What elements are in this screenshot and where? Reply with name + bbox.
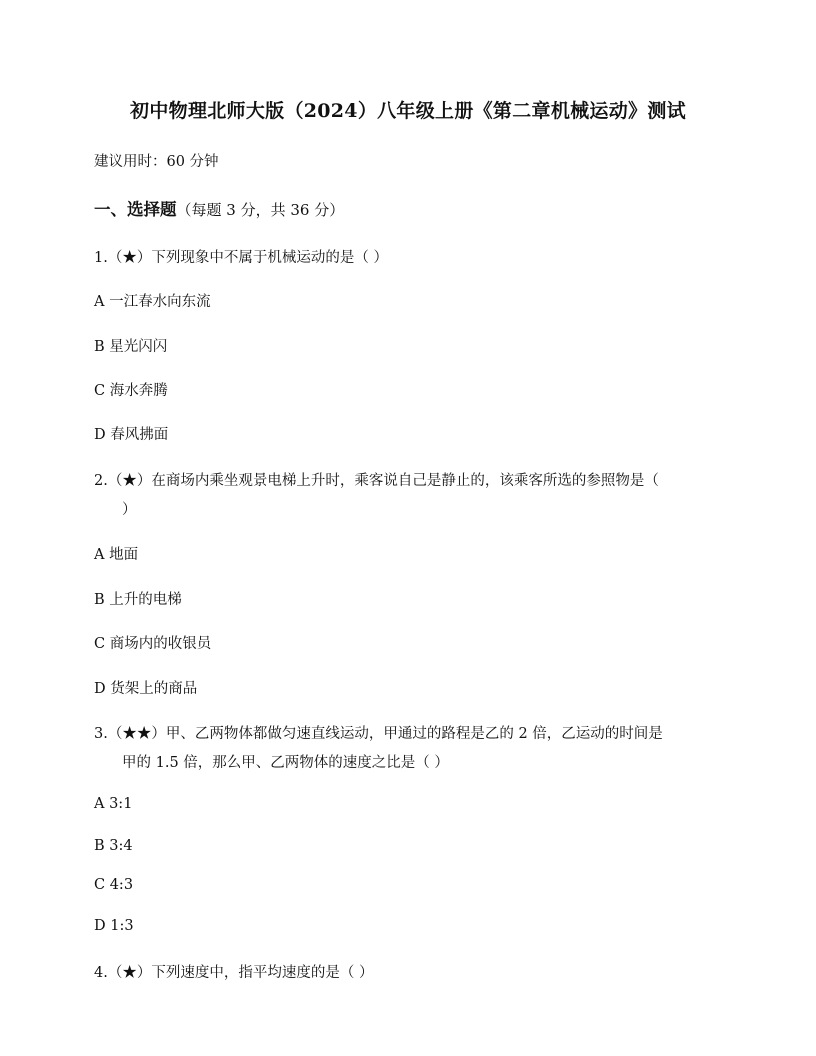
question-3-option-c: C 4:3	[94, 877, 134, 893]
question-2-option-d: D 货架上的商品	[94, 681, 198, 697]
question-3-option-b: B 3:4	[94, 838, 133, 854]
question-2-stem: 2.（★）在商场内乘坐观景电梯上升时，乘客说自己是静止的，该乘客所选的参照物是（	[94, 473, 659, 489]
question-1-option-b: B 星光闪闪	[94, 339, 168, 355]
question-3-stem-continued: 甲的 1.5 倍，那么甲、乙两物体的速度之比是（ ）	[122, 755, 449, 771]
question-1-option-c: C 海水奔腾	[94, 383, 168, 399]
section-note: （每题 3 分，共 36 分）	[176, 201, 345, 219]
question-1-option-a: A 一江春水向东流	[94, 294, 211, 310]
question-2-stem-continued: ）	[122, 502, 137, 518]
question-3-option-d: D 1:3	[94, 918, 134, 934]
question-4-stem: 4.（★）下列速度中，指平均速度的是（ ）	[94, 965, 374, 981]
question-3-option-a: A 3:1	[94, 796, 133, 812]
question-1-stem: 1.（★）下列现象中不属于机械运动的是（ ）	[94, 250, 388, 266]
suggested-time: 建议用时：60 分钟	[94, 154, 219, 170]
question-2-option-c: C 商场内的收银员	[94, 636, 212, 652]
section-title: 一、选择题	[94, 200, 177, 219]
section-heading	[94, 196, 344, 220]
question-3-stem: 3.（★★）甲、乙两物体都做匀速直线运动，甲通过的路程是乙的 2 倍，乙运动的时间是	[94, 726, 663, 742]
question-1-option-d: D 春风拂面	[94, 427, 169, 443]
question-2-option-b: B 上升的电梯	[94, 592, 182, 608]
question-2-option-a: A 地面	[94, 547, 139, 563]
document-title: 初中物理北师大版（2024）八年级上册《第二章机械运动》测试	[130, 100, 686, 122]
